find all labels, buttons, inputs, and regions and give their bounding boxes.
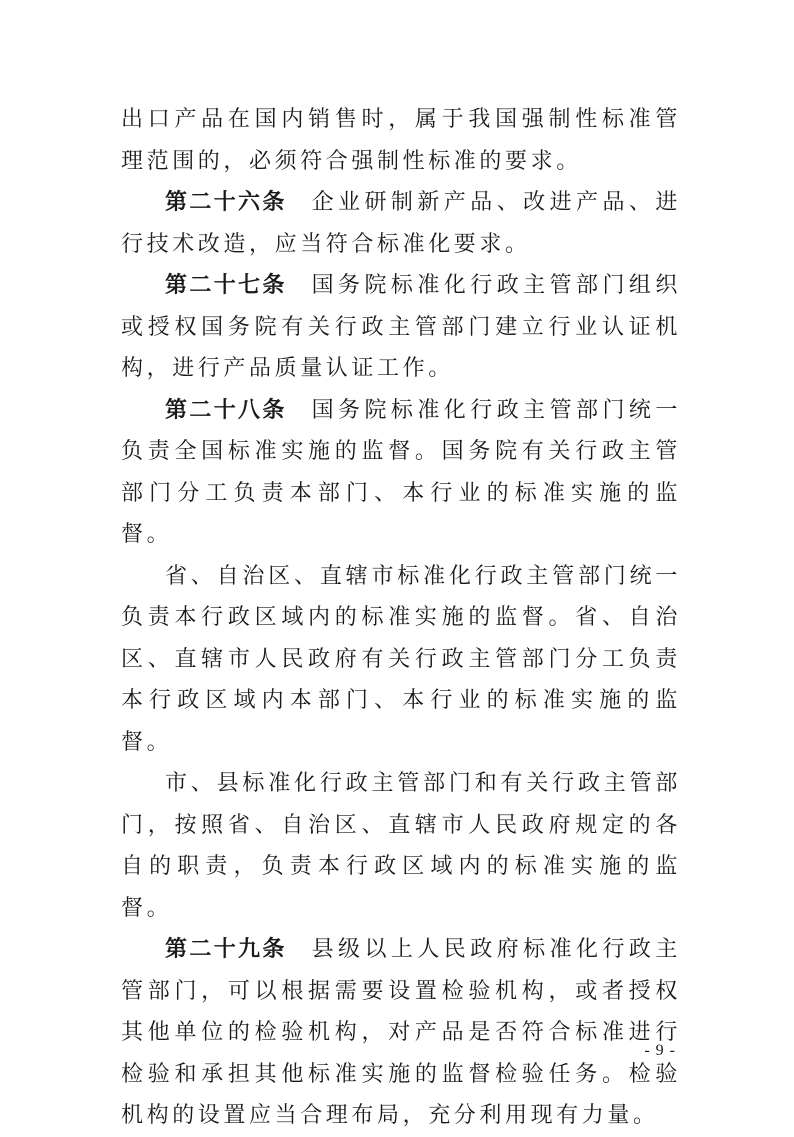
paragraph-text: 市、县标准化行政主管部门和有关行政主管部门，按照省、自治区、直辖市人民政府规定的各自的职责，负责本行政区域内的标准实施的监督。: [121, 771, 681, 921]
paragraph-text: 国务院标准化行政主管部门统一负责全国标准实施的监督。国务院有关行政主管部门分工负责本部门、本行业的标准实施的监督。: [121, 397, 681, 547]
page-number: - 9 -: [644, 1042, 676, 1059]
document-body: [121, 99, 681, 1137]
article-label: 第二十九条: [165, 937, 287, 962]
paragraph-text: 企业研制新产品、改进产品、进行技术改造，应当符合标准化要求。: [121, 190, 681, 257]
paragraph-article-28: [121, 390, 681, 556]
paragraph-article-29: [121, 929, 681, 1137]
paragraph-article-27: [121, 265, 681, 390]
paragraph-export-products: [121, 99, 681, 182]
paragraph-provincial-supervision: [121, 556, 681, 764]
article-label: 第二十六条: [165, 190, 287, 215]
paragraph-text: 县级以上人民政府标准化行政主管部门，可以根据需要设置检验机构，或者授权其他单位的检验机构，对产品是否符合标准进行检验和承担其他标准实施的监督检验任务。检验机构的设置应当合理布局，充分利用现有力量。: [121, 937, 681, 1128]
paragraph-county-supervision: [121, 763, 681, 929]
article-label: 第二十七条: [165, 273, 287, 298]
paragraph-text: 国务院标准化行政主管部门组织或授权国务院有关行政主管部门建立行业认证机构，进行产品质量认证工作。: [121, 273, 681, 381]
paragraph-text: 出口产品在国内销售时，属于我国强制性标准管理范围的，必须符合强制性标准的要求。: [121, 107, 681, 174]
paragraph-article-26: [121, 182, 681, 265]
paragraph-text: 省、自治区、直辖市标准化行政主管部门统一负责本行政区域内的标准实施的监督。省、自治区、直辖市人民政府有关行政主管部门分工负责本行政区域内本部门、本行业的标准实施的监督。: [121, 563, 681, 755]
article-label: 第二十八条: [165, 397, 287, 423]
